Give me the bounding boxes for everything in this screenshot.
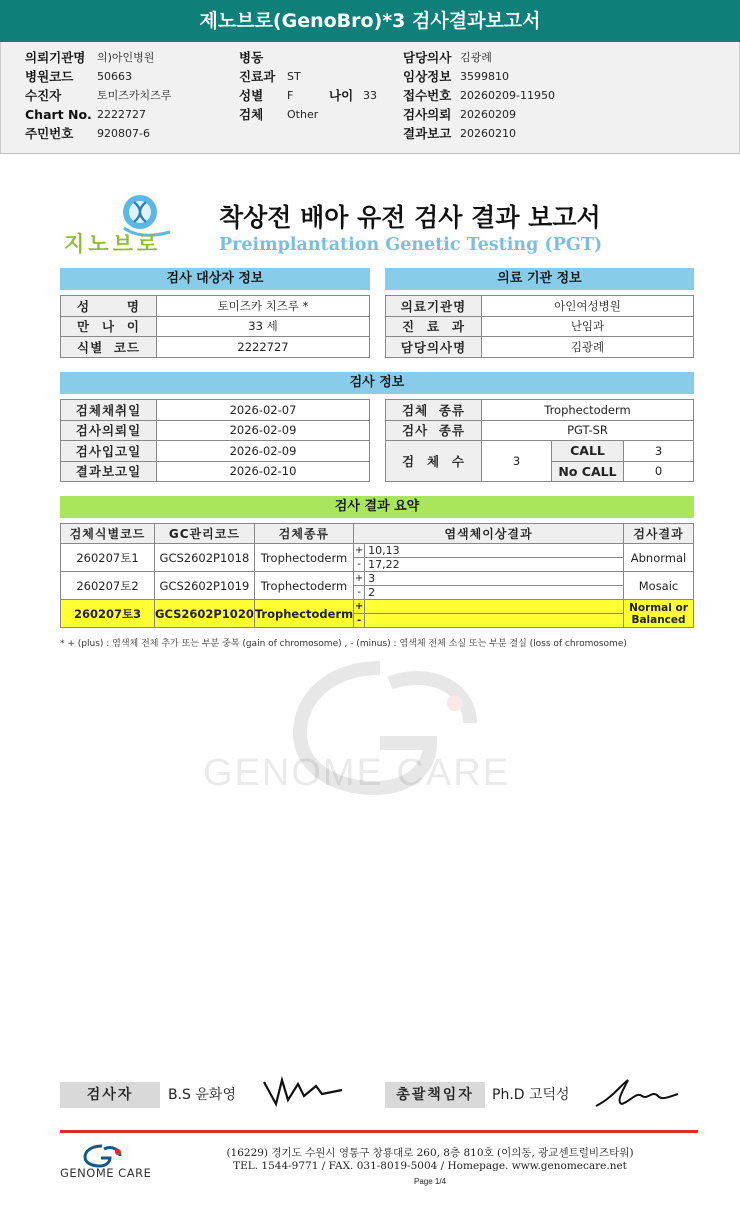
- test-specimen-table: 검체 종류 Trophectoderm 검사 종류 PGT-SR 검 체 수 3 CALL 3 No CALL 0: [385, 399, 694, 482]
- report-title-korean: 착상전 배아 유전 검사 결과 보고서: [219, 203, 601, 232]
- watermark-text: GENOME CARE: [203, 752, 511, 794]
- resident-label: 주민번호: [25, 126, 74, 141]
- footer-divider: [60, 1130, 698, 1133]
- director-name: Ph.D 고덕성: [492, 1087, 570, 1103]
- request-value: 20260209: [460, 108, 516, 121]
- subject-table: 성 명 토미즈카 치즈루 * 만 나 이 33 세 식별 코드 2222727: [60, 295, 370, 358]
- medical-dept-value: 난임과: [482, 316, 694, 337]
- specimen-count-value: 3: [482, 441, 552, 482]
- subject-id-value: 2222727: [157, 337, 370, 358]
- summary-table: 검체식별코드 GC관리코드 검체종류 염색체이상결과 검사결과 260207토1 GCS2602P1018 Trophectoderm + 10,13 Abnormal - 17,22 260207토2 GCS2602P1019 Trophectoderm + 3 Mosaic - 2 260207토3 GCS2602P1020 Trophectoderm + Normal or Balanced -: [60, 523, 694, 628]
- sex-label: 성별: [239, 88, 264, 103]
- subject-section-header: 검사 대상자 정보: [60, 268, 370, 290]
- legend-note: * + (plus) : 염색체 전체 추가 또는 부분 중복 (gain of chromosome) , - (minus) : 염색체 전체 소실 또는 부분 결실 (loss of chromosome): [60, 639, 627, 649]
- request-date: 2026-02-09: [157, 420, 370, 441]
- director-label: 총괄책임자: [385, 1082, 485, 1108]
- doctor-label: 담당의사: [403, 50, 452, 65]
- table-row: 260207토1 GCS2602P1018 Trophectoderm + 10,13 Abnormal: [61, 544, 694, 558]
- table-row-highlighted: 260207토3 GCS2602P1020 Trophectoderm + Normal or Balanced: [61, 600, 694, 614]
- call-value: 3: [624, 441, 694, 462]
- collect-date: 2026-02-07: [157, 400, 370, 421]
- age-label: 나이: [329, 88, 354, 103]
- report-date: 2026-02-10: [157, 461, 370, 482]
- chart-label: Chart No.: [25, 107, 92, 122]
- recipient-label: 수진자: [25, 88, 62, 103]
- chart-value: 2222727: [97, 108, 146, 121]
- test-type-value: PGT-SR: [482, 420, 694, 441]
- inst-label: 의료기관명: [386, 296, 482, 317]
- specimen-label: 검체: [239, 107, 264, 122]
- medical-section-header: 의료 기관 정보: [385, 268, 694, 290]
- inst-value: 아인여성병원: [482, 296, 694, 317]
- institution-label: 의뢰기관명: [25, 50, 86, 65]
- institution-value: 의)아인병원: [97, 51, 155, 64]
- report-title-english: Preimplantation Genetic Testing (PGT): [219, 235, 603, 255]
- col-specimen-id: 검체식별코드: [61, 524, 155, 544]
- col-chromosome-result: 염색체이상결과: [354, 524, 624, 544]
- examiner-signature-icon: [258, 1074, 348, 1114]
- col-gc-code: GC관리코드: [155, 524, 255, 544]
- hospital-code-label: 병원코드: [25, 69, 74, 84]
- subject-age-value: 33 세: [157, 316, 370, 337]
- dept-label: 진료과: [239, 69, 276, 84]
- dept-value: ST: [287, 70, 301, 83]
- age-value: 33: [363, 89, 377, 102]
- call-label: CALL: [552, 441, 624, 462]
- genome-care-logo-icon: [80, 1142, 130, 1168]
- genobro-logo: [60, 192, 180, 257]
- examiner-name: B.S 윤화영: [168, 1087, 236, 1103]
- clinical-value: 3599810: [460, 70, 509, 83]
- request-label: 검사의뢰: [403, 107, 452, 122]
- nocall-value: 0: [624, 461, 694, 482]
- doctor-value: 김광례: [460, 51, 492, 64]
- col-specimen-type: 검체종류: [254, 524, 353, 544]
- col-result: 검사결과: [624, 524, 694, 544]
- specimen-type-value: Trophectoderm: [482, 400, 694, 421]
- hospital-code-value: 50663: [97, 70, 132, 83]
- table-row: 260207토2 GCS2602P1019 Trophectoderm + 3 Mosaic: [61, 572, 694, 586]
- nocall-label: No CALL: [552, 461, 624, 482]
- report-header-title: 제노브로(GenoBro)*3 검사결과보고서: [0, 0, 740, 42]
- test-info-section-header: 검사 정보: [60, 372, 694, 394]
- footer-address: (16229) 경기도 수원시 영통구 창룡대로 260, 8층 810호 (이의동, 광교센트럴비즈타워): [226, 1147, 634, 1159]
- test-dates-table: 검체채취일 2026-02-07 검사의뢰일 2026-02-09 검사입고일 2026-02-09 결과보고일 2026-02-10: [60, 399, 370, 482]
- summary-section-header: 검사 결과 요약: [60, 496, 694, 518]
- receipt-label: 접수번호: [403, 88, 452, 103]
- sex-value: F: [287, 89, 294, 102]
- footer-logo-text: GENOME CARE: [60, 1166, 152, 1180]
- examiner-label: 검사자: [60, 1082, 160, 1108]
- medical-table: 의료기관명 아인여성병원 진 료 과 난임과 담당의사명 김광례: [385, 295, 694, 358]
- logo-text: 지노브로: [64, 232, 162, 256]
- page-number: Page 1/4: [413, 1177, 447, 1186]
- resident-value: 920807-6: [97, 127, 150, 140]
- report-value: 20260210: [460, 127, 516, 140]
- receipt-value: 20260209-11950: [460, 89, 555, 102]
- specimen-value: Other: [287, 108, 319, 121]
- medical-doctor-label: 담당의사명: [386, 337, 482, 358]
- medical-doctor-value: 김광례: [482, 337, 694, 358]
- subject-name-value: 토미즈카 치즈루 *: [157, 296, 370, 317]
- clinical-label: 임상정보: [403, 69, 452, 84]
- footer-contact: TEL. 1544-9771 / FAX. 031-8019-5004 / Homepage. www.genomecare.net: [233, 1160, 627, 1172]
- ward-label: 병동: [239, 50, 264, 65]
- report-label: 결과보고: [403, 126, 452, 141]
- patient-meta-panel: [0, 42, 740, 154]
- receive-date: 2026-02-09: [157, 441, 370, 462]
- recipient-value: 토미즈카치즈루: [97, 89, 172, 102]
- director-signature-icon: [592, 1074, 682, 1114]
